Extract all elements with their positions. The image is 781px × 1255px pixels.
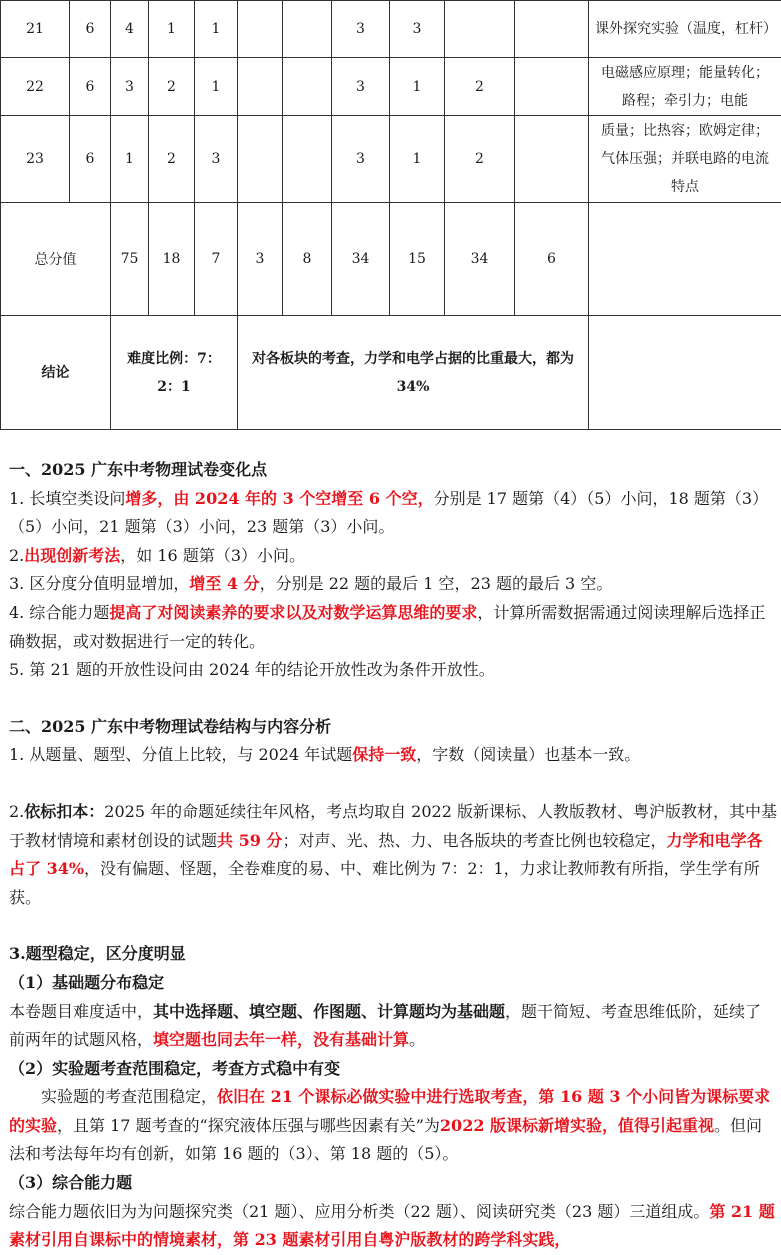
table-cell: 23	[1, 116, 70, 203]
subsection-title: （1）基础题分布稳定	[9, 969, 777, 998]
table-cell	[515, 1, 589, 58]
table-cell: 34	[332, 203, 390, 316]
table-cell: 21	[1, 1, 70, 58]
table-cell: 3	[332, 58, 390, 116]
table-cell: 4	[111, 1, 149, 58]
score-table	[0, 0, 781, 430]
table-cell: 3	[195, 116, 238, 203]
table-cell: 1	[390, 116, 445, 203]
total-label: 总分值	[1, 203, 111, 316]
section-heading: 二、2025 广东中考物理试卷结构与内容分析	[9, 713, 777, 742]
table-cell: 34	[445, 203, 515, 316]
table-cell	[515, 116, 589, 203]
subsection-heading: 3.题型稳定，区分度明显	[9, 940, 777, 969]
paragraph: 本卷题目难度适中，其中选择题、填空题、作图题、计算题均为基础题，题干简短、考查思维低阶，延续了前两年的试题风格，填空题也同去年一样，没有基础计算。	[9, 998, 777, 1055]
table-cell: 75	[111, 203, 149, 316]
table-cell-description: 课外探究实验（温度，杠杆）	[589, 1, 781, 58]
table-cell	[238, 116, 283, 203]
table-cell: 3	[390, 1, 445, 58]
table-cell	[238, 1, 283, 58]
table-cell: 6	[70, 1, 111, 58]
table-cell: 7	[195, 203, 238, 316]
table-cell: 3	[332, 116, 390, 203]
table-cell-description: 电磁感应原理；能量转化；路程；牵引力；电能	[589, 58, 781, 116]
paragraph: 综合能力题依旧为为问题探究类（21 题）、应用分析类（22 题）、阅读研究类（23 题）三道组成。第 21 题素材引用自课标中的情境素材，第 23 题素材引用自粤沪版教材的跨学科实践，	[9, 1198, 777, 1255]
paragraph: 2.出现创新考法，如 16 题第（3）小问。	[9, 542, 777, 571]
subsection-title: （2）实验题考查范围稳定，考查方式稳中有变	[9, 1055, 777, 1084]
table-cell: 2	[445, 58, 515, 116]
paragraph: 5. 第 21 题的开放性设问由 2024 年的结论开放性改为条件开放性。	[9, 656, 777, 685]
subsection-title: （3）综合能力题	[9, 1169, 777, 1198]
table-cell: 18	[149, 203, 195, 316]
table-row-conclusion	[1, 316, 781, 430]
table-cell: 1	[390, 58, 445, 116]
table-cell: 2	[445, 116, 515, 203]
conclusion-summary: 对各板块的考查，力学和电学占据的比重最大，都为34%	[238, 316, 589, 430]
table-cell: 22	[1, 58, 70, 116]
table-cell	[283, 1, 332, 58]
table-cell-description: 质量；比热容；欧姆定律；气体压强；并联电路的电流特点	[589, 116, 781, 203]
paragraph: 4. 综合能力题提高了对阅读素养的要求以及对数学运算思维的要求，计算所需数据需通过阅读理解后选择正确数据，或对数据进行一定的转化。	[9, 599, 777, 656]
table-cell: 15	[390, 203, 445, 316]
table-row-total	[1, 203, 781, 316]
table-cell: 8	[283, 203, 332, 316]
table-cell	[589, 203, 781, 316]
table-cell: 3	[332, 1, 390, 58]
table-cell	[238, 58, 283, 116]
table-cell: 6	[70, 58, 111, 116]
paragraph: 1. 从题量、题型、分值上比较，与 2024 年试题保持一致，字数（阅读量）也基本一致。	[9, 741, 777, 770]
table-cell: 1	[149, 1, 195, 58]
table-row	[1, 1, 781, 58]
table-cell: 2	[149, 58, 195, 116]
section-heading: 一、2025 广东中考物理试卷变化点	[9, 456, 777, 485]
paragraph: 2.依标扣本：2025 年的命题延续往年风格，考点均取自 2022 版新课标、人教版教材、粤沪版教材，其中基于教材情境和素材创设的试题共 59 分；对声、光、热、力、电各版块的考查比例也较稳定，力学和电学各占了 34%，没有偏题、怪题，全卷难度的易、中、难比例为 7：2：1，力求让教师教有所指，学生学有所获。	[9, 798, 777, 912]
table-cell: 1	[195, 1, 238, 58]
table-cell	[445, 1, 515, 58]
table-cell: 1	[195, 58, 238, 116]
table-row	[1, 116, 781, 203]
table-cell	[515, 58, 589, 116]
table-cell	[283, 58, 332, 116]
table-cell: 3	[111, 58, 149, 116]
paragraph: 3. 区分度分值明显增加，增至 4 分，分别是 22 题的最后 1 空，23 题的最后 3 空。	[9, 570, 777, 599]
table-cell: 6	[70, 116, 111, 203]
paragraph: 实验题的考查范围稳定，依旧在 21 个课标必做实验中进行选取考查，第 16 题 3 个小问皆为课标要求的实验，且第 17 题考查的“探究液体压强与哪些因素有关”为2022 版课标新增实验，值得引起重视。但问法和考法每年均有创新，如第 16 题的（3）、第 18 题的（5）。	[9, 1083, 777, 1169]
paragraph: 1. 长填空类设问增多，由 2024 年的 3 个空增至 6 个空，分别是 17 题第（4）（5）小问，18 题第（3）（5）小问，21 题第（3）小问，23 题第（3）小问。	[9, 485, 777, 542]
conclusion-label: 结论	[1, 316, 111, 430]
table-cell	[283, 116, 332, 203]
table-cell: 2	[149, 116, 195, 203]
table-cell: 3	[238, 203, 283, 316]
table-row	[1, 58, 781, 116]
table-cell: 1	[111, 116, 149, 203]
table-cell	[589, 316, 781, 430]
table-cell: 6	[515, 203, 589, 316]
document-body	[9, 456, 777, 1255]
difficulty-ratio: 难度比例：7：2：1	[111, 316, 238, 430]
